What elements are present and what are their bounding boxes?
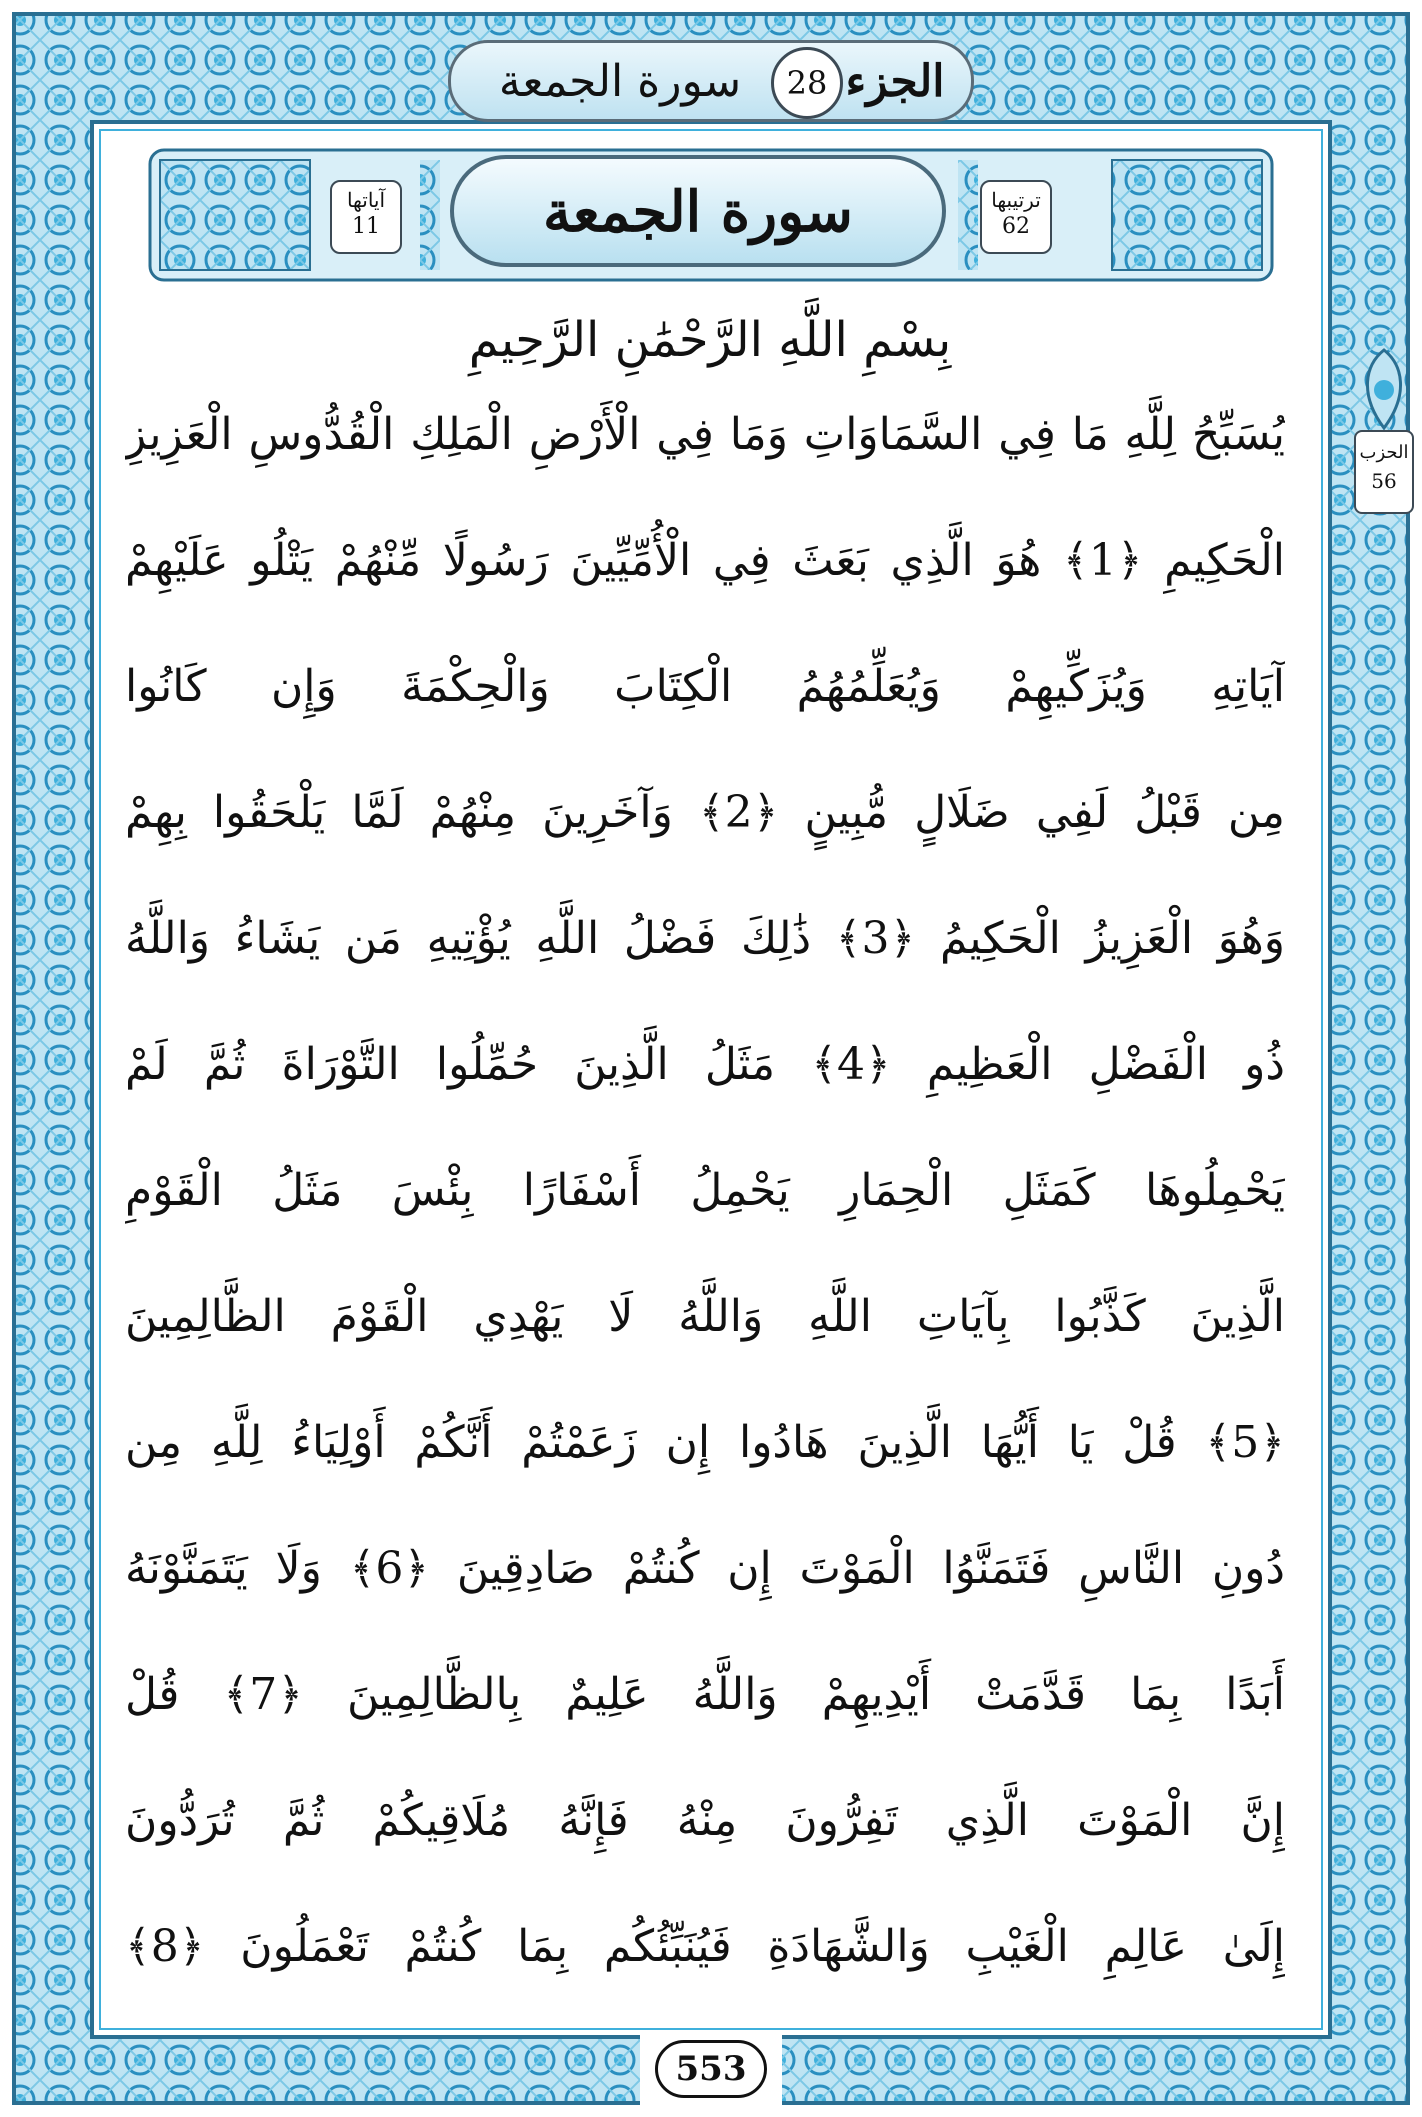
header-surah-name: سورة الجمعة: [498, 56, 742, 107]
verse-line: يُسَبِّحُ لِلَّهِ مَا فِي السَّمَاوَاتِ وَمَا فِي الْأَرْضِ الْمَلِكِ الْقُدُّوسِ الْعَزِيزِ: [125, 409, 1285, 460]
ayat-count-number: 11: [352, 214, 380, 239]
verse-line: إِنَّ الْمَوْتَ الَّذِي تَفِرُّونَ مِنْهُ فَإِنَّهُ مُلَاقِيكُمْ ثُمَّ تُرَدُّونَ: [125, 1795, 1285, 1846]
hizb-number: 56: [1371, 469, 1397, 493]
verse-line: ﴿5﴾ قُلْ يَا أَيُّهَا الَّذِينَ هَادُوا إِن زَعَمْتُمْ أَنَّكُمْ أَوْلِيَاءُ لِلَّهِ مِن: [125, 1417, 1285, 1468]
basmala: بِسْمِ اللَّهِ الرَّحْمَٰنِ الرَّحِيمِ: [468, 312, 952, 368]
verse-line: الْحَكِيمِ ﴿1﴾ هُوَ الَّذِي بَعَثَ فِي الْأُمِّيِّينَ رَسُولًا مِّنْهُمْ يَتْلُو عَلَيْهِمْ: [125, 535, 1285, 586]
surah-order-number: 62: [1002, 214, 1030, 239]
ayat-count-label: آياتها: [346, 188, 386, 212]
verse-line: آيَاتِهِ وَيُزَكِّيهِمْ وَيُعَلِّمُهُمُ الْكِتَابَ وَالْحِكْمَةَ وَإِن كَانُوا: [125, 661, 1285, 712]
surah-order-box: [980, 180, 1052, 254]
juz-number-badge: 28: [771, 47, 843, 119]
juz-label: الجزء: [845, 56, 945, 107]
verse-line: الَّذِينَ كَذَّبُوا بِآيَاتِ اللَّهِ وَاللَّهُ لَا يَهْدِي الْقَوْمَ الظَّالِمِينَ: [125, 1291, 1285, 1342]
verse-line: أَبَدًا بِمَا قَدَّمَتْ أَيْدِيهِمْ وَاللَّهُ عَلِيمٌ بِالظَّالِمِينَ ﴿7﴾ قُلْ: [125, 1669, 1285, 1720]
verse-line: مِن قَبْلُ لَفِي ضَلَالٍ مُّبِينٍ ﴿2﴾ وَآخَرِينَ مِنْهُمْ لَمَّا يَلْحَقُوا بِهِمْ: [125, 787, 1285, 838]
hizb-marker: [1354, 430, 1414, 514]
verse-line: ذُو الْفَضْلِ الْعَظِيمِ ﴿4﴾ مَثَلُ الَّذِينَ حُمِّلُوا التَّوْرَاةَ ثُمَّ لَمْ: [125, 1039, 1285, 1090]
surah-title: سورة الجمعة: [543, 179, 853, 245]
hizb-ornament-icon: [1352, 346, 1416, 432]
hizb-label: الحزب: [1359, 442, 1409, 463]
verse-line: دُونِ النَّاسِ فَتَمَنَّوُا الْمَوْتَ إِن كُنتُمْ صَادِقِينَ ﴿6﴾ وَلَا يَتَمَنَّوْنَهُ: [125, 1543, 1285, 1594]
surah-order-label: ترتيبها: [991, 188, 1041, 212]
ayat-count-box: [330, 180, 402, 254]
page-number: 553: [655, 2040, 767, 2098]
verse-line: إِلَىٰ عَالِمِ الْغَيْبِ وَالشَّهَادَةِ فَيُنَبِّئُكُم بِمَا كُنتُمْ تَعْمَلُونَ ﴿8﴾: [125, 1921, 1285, 1972]
verse-line: يَحْمِلُوهَا كَمَثَلِ الْحِمَارِ يَحْمِلُ أَسْفَارًا بِئْسَ مَثَلُ الْقَوْمِ: [125, 1165, 1285, 1216]
verse-line: وَهُوَ الْعَزِيزُ الْحَكِيمُ ﴿3﴾ ذَٰلِكَ فَضْلُ اللَّهِ يُؤْتِيهِ مَن يَشَاءُ وَاللَّهُ: [125, 913, 1285, 964]
